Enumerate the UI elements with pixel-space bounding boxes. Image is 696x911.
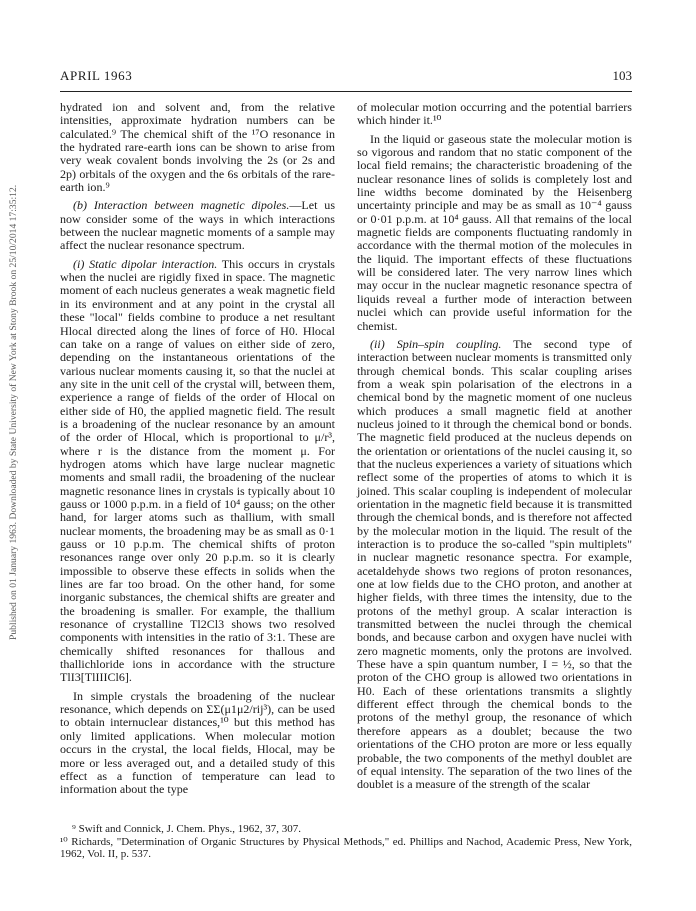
footnote-9: ⁹ Swift and Connick, J. Chem. Phys., 1962, 37, 307. <box>72 823 302 835</box>
left-column <box>60 101 335 797</box>
paragraph-liquid-state: In the liquid or gaseous state the molecular motion is so vigorous and random that no static component of the local field remains; the characteristic broadening of the nuclear resonance lines of solids is completely lost and line widths become dominated by the Heisenberg uncertainty principle and may be as small as 10⁻⁴ gauss or 0·01 p.p.m. at 10⁴ gauss. All that remains of the local magnetic fields are components fluctuating randomly in accordance with the thermal motion of the molecules in the liquid. The important effects of these fluctuations will be considered later. The very narrow lines which may occur in the nuclear magnetic resonance spectra of liquids reveal a further mode of interaction between nuclei which can provide useful information for the chemist. <box>357 131 632 333</box>
paragraph-simple-crystals: In simple crystals the broadening of the nuclear resonance, which depends on ΣΣ(μ1μ2/rij³), can be used to obtain internuclear distances,¹⁰ but this method has only limited applications. When molecular motion occurs in the crystal, the local fields, Hlocal, may be more or less averaged out, and a detailed study of this effect as a function of temperature can lead to information about the type <box>60 688 335 797</box>
paragraph-spin-coupling-body: The second type of interaction between nuclear moments is transmitted only through chemical bonds. This scalar coupling arises from a weak spin polarisation of the electrons in a chemical bond by the magnetic moment of one nucleus which produces a small magnetic field at another nucleus joined to it through the chemical bond or bonds. The magnetic field produced at the nucleus depends on the orientation or orientations of the nuclei causing it, so that the nucleus experiences a variety of situations which reflect some of the properties of atoms to which it is joined. This scalar coupling is independent of molecular orientation in the magnetic field because it is transmitted through the chemical bonds, and is therefore not affected by the molecular motion in the liquid. The result of the interaction is to produce the so-called "spin multiplets" in nuclear magnetic resonance spectra. For example, acetaldehyde shows two regions of proton resonances, one at low fields due to the CHO proton, and another at higher fields, with three times the intensity, due to the protons of the methyl group. A scalar interaction is transmitted between the nuclei through the chemical bonds, and because carbon and oxygen have nuclei with zero magnetic moments, only the protons are involved. These have a spin quantum number, I = ½, so that the proton of the CHO group is allowed two orientations in H0. Each of these orientations transmits a slightly different effect through the chemical bonds to the protons of the methyl group, the resonance of which therefore appears as a doublet; because the two orientations of the CHO proton are more or less equally probable, the two components of the methyl doublet are of equal intensity. The separation of the two lines of the doublet is a measure of the strength of the scalar <box>357 336 632 792</box>
page-number: 103 <box>612 68 632 83</box>
section-heading-spin-coupling: (ii) Spin–spin coupling. <box>370 336 502 351</box>
footnotes <box>60 823 632 861</box>
paragraph-dipoles-body: —Let us now consider some of the ways in which interactions between the nuclear magnetic moments of a sample may affect the nuclear resonance spectrum. <box>60 198 336 253</box>
section-heading-static-dipolar: (i) Static dipolar interaction. <box>73 256 218 271</box>
page-header <box>60 68 632 88</box>
paragraph-spin-coupling <box>357 338 632 792</box>
footnote-10: ¹⁰ Richards, "Determination of Organic Structures by Physical Methods," ed. Phillips and Nachod, Academic Press, New York, 1962, Vol. II, p. 537. <box>60 835 632 861</box>
section-heading-dipoles: (b) Interaction between magnetic dipoles. <box>73 198 290 213</box>
paragraph-hydration: hydrated ion and solvent and, from the relative intensities, approximate hydration numbers can be calculated.⁹ The chemical shift of the ¹⁷O resonance in the hydrated rare-earth ions can be shown to arise from very weak covalent bonds involving the 2s (or 2s and 2p) orbitals of the oxygen and the 6s orbitals of the rare-earth ion.⁹ <box>60 100 335 195</box>
paragraph-dipoles <box>60 199 335 252</box>
paragraph-static-dipolar <box>60 258 335 685</box>
paragraph-static-dipolar-body: This occurs in crystals when the nuclei are rigidly fixed in space. The magnetic moment of each nucleus generates a weak magnetic field in its environment and at any point in the crystal all these "local" fields combine to produce a net resultant Hlocal directed along the lines of force of H0. Hlocal can take on a range of values on either side of zero, depending on the instantaneous orientations of the various nuclear moments causing it, so that the nuclei at any site in the unit cell of the crystal will, between them, experience a range of fields of the order of Hlocal on either side of H0, the applied magnetic field. The result is a broadening of the nuclear resonance by an amount of the order of Hlocal, which is proportional to μ/r³, where r is the distance from the moment μ. For hydrogen atoms which have large nuclear magnetic moments and small radii, the broadening of the nuclear magnetic resonance lines in crystals is typically about 10 gauss or 1000 p.p.m. in a field of 10⁴ gauss; on the other hand, for larger atoms such as thallium, with small nuclear moments, the broadening may be as small as 0·1 gauss or 10 p.p.m. The chemical shifts of proton resonances range over only 20 p.p.m. so it is clearly impossible to observe these effects in solids when the lines are far too broad. On the other hand, for some inorganic substances, the chemical shifts are greater and the broadening is smaller. For example, the thallium resonance of crystalline Tl2Cl3 shows two resolved components with intensities in the ratio of 3:1. These are chemically shifted resonances for thallous and thallichloride ions in accordance with the structure TlI3[TlIIICl6]. <box>60 256 335 685</box>
download-watermark: Published on 01 January 1963. Downloaded by State University of New York at Stony Brook on 25/10/2014 17:35:12. <box>8 184 19 640</box>
running-head: APRIL 1963 <box>60 68 133 83</box>
header-rule <box>60 91 632 92</box>
right-column <box>357 101 632 792</box>
paragraph-molecular-motion: of molecular motion occurring and the potential barriers which hinder it.¹⁰ <box>357 100 632 128</box>
